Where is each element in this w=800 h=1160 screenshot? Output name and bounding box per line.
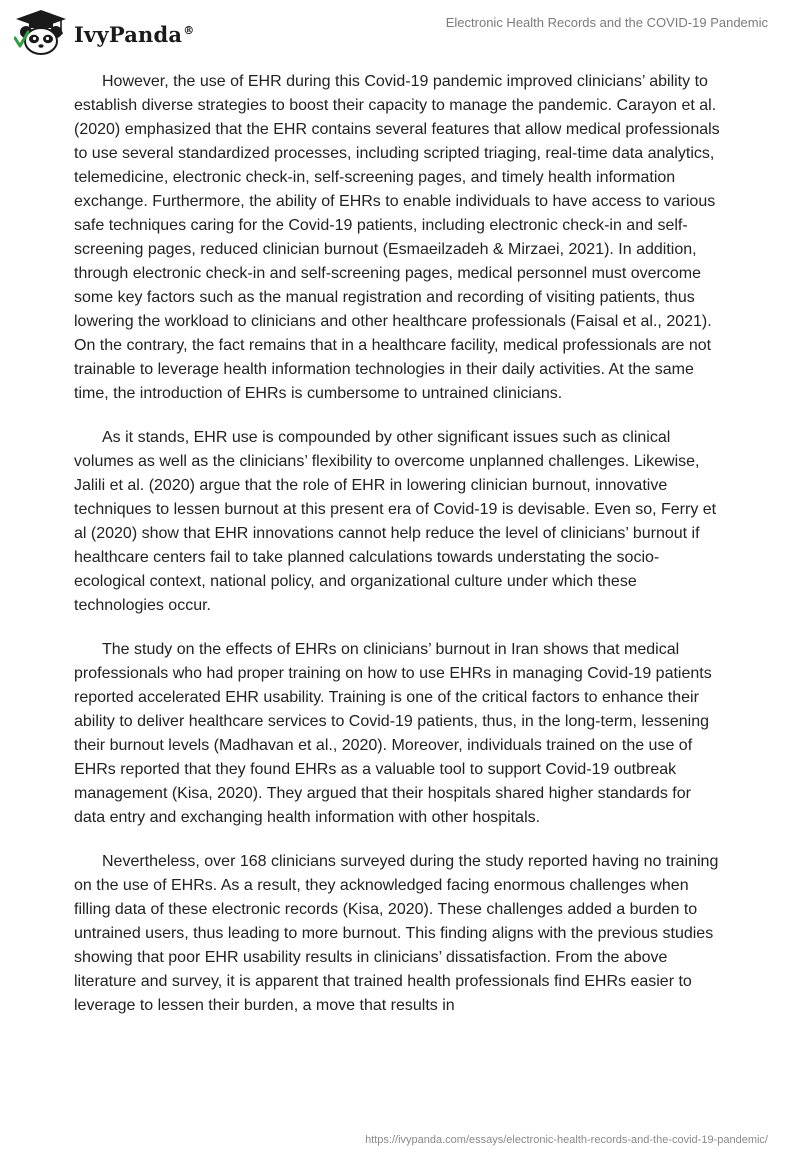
brand-logo[interactable] bbox=[14, 8, 194, 56]
paragraph-3: The study on the effects of EHRs on clinicians’ burnout in Iran shows that medical professionals who had proper training on how to use EHRs in managing Covid-19 patients reported accelerated EHR usability. Training is one of the critical factors to enhance their ability to deliver healthcare services to Covid-19 patients, thus, in the long-term, lessening their burnout levels (Madhavan et al., 2020). Moreover, individuals trained on the use of EHRs reported that they found EHRs as a valuable tool to support Covid-19 outbreak management (Kisa, 2020). They argued that their hospitals shared higher standards for data entry and exchanging health information with other hospitals. bbox=[74, 641, 712, 826]
essay-body bbox=[74, 70, 724, 1038]
document-title: Electronic Health Records and the COVID-19 Pandemic bbox=[445, 15, 768, 30]
paragraph-4: Nevertheless, over 168 clinicians surveyed during the study reported having no training on the use of EHRs. As a result, they acknowledged facing enormous challenges when filling data of these electronic records (Kisa, 2020). These challenges added a burden to untrained users, thus leading to more burnout. This finding aligns with the previous studies showing that poor EHR usability results in clinicians’ dissatisfaction. From the above literature and survey, it is apparent that trained health professionals find EHRs easier to leverage to lessen their burden, a move that results in bbox=[74, 853, 719, 1014]
paragraph-2: As it stands, EHR use is compounded by other significant issues such as clinical volumes as well as the clinicians’ flexibility to overcome unplanned challenges. Likewise, Jalili et al. (2020) argue that the role of EHR in lowering clinician burnout, innovative techniques to lessen burnout at this present era of Covid-19 is devisable. Even so, Ferry et al (2020) show that EHR innovations cannot help reduce the level of clinicians’ burnout if healthcare centers fail to take planned calculations towards understating the socio-ecological context, national policy, and organizational culture under which these technologies occur. bbox=[74, 429, 717, 614]
paragraph-1: However, the use of EHR during this Covid-19 pandemic improved clinicians’ ability to establish diverse strategies to boost their capacity to manage the pandemic. Carayon et al. (2020) emphasized that the EHR contains several features that allow medical professionals to use several standardized processes, including scripted triaging, real-time data analytics, telemedicine, electronic check-in, self-screening pages, and timely health information exchange. Furthermore, the ability of EHRs to enable individuals to have access to various safe techniques caring for the Covid-19 patients, including electronic check-in and self-screening pages, reduced clinician burnout (Esmaeilzadeh & Mirzaei, 2021). In addition, through electronic check-in and self-screening pages, medical personnel must overcome some key factors such as the manual registration and recording of visiting patients, thus lowering the workload to clinicians and other healthcare professionals (Faisal et al., 2021). On the contrary, the fact remains that in a healthcare facility, medical professionals are not trainable to leverage health information technologies in their daily activities. At the same time, the introduction of EHRs is cumbersome to untrained clinicians. bbox=[74, 73, 720, 402]
footer-url-link[interactable]: https://ivypanda.com/essays/electronic-health-records-and-the-covid-19-pandemic/ bbox=[365, 1134, 768, 1146]
page-header bbox=[0, 0, 800, 62]
panda-graduate-icon bbox=[14, 8, 68, 56]
brand-name: IvyPanda® bbox=[74, 21, 195, 47]
